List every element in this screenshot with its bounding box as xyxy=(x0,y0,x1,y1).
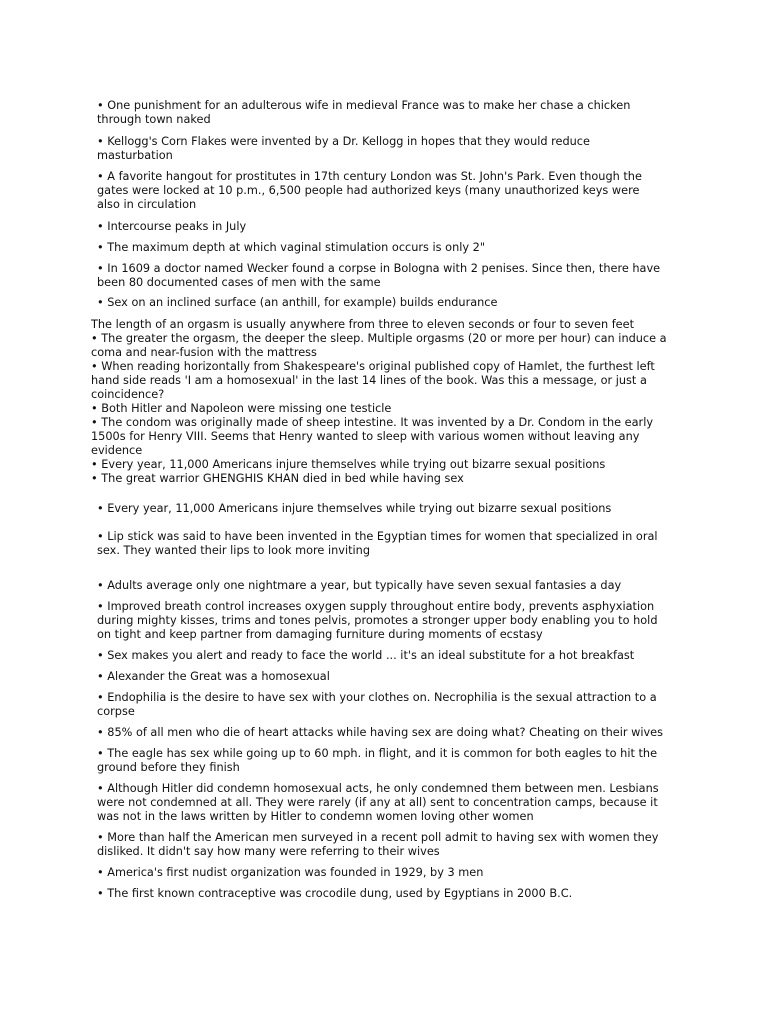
fact-item: • Adults average only one nightmare a year, but typically have seven sexual fantasies a day xyxy=(97,579,622,592)
fact-item: • One punishment for an adulterous wife in medieval France was to make her chase a chicken through town naked xyxy=(97,99,631,126)
fact-item: • Lip stick was said to have been invented in the Egyptian times for women that specialized in oral sex. They wanted their lips to look more inviting xyxy=(97,530,658,557)
fact-item: • Alexander the Great was a homosexual xyxy=(97,670,330,683)
fact-item: • The first known contraceptive was crocodile dung, used by Egyptians in 2000 B.C. xyxy=(97,887,573,900)
fact-item: • Sex makes you alert and ready to face the world ... it's an ideal substitute for a hot breakfast xyxy=(97,649,635,662)
fact-item: • Kellogg's Corn Flakes were invented by a Dr. Kellogg in hopes that they would reduce masturbation xyxy=(97,135,590,162)
fact-paragraph: The length of an orgasm is usually anywhere from three to eleven seconds or four to seven feet • The greater the orgasm, the deeper the sleep. Multiple orgasms (20 or more per hour) can induce a coma and near-fusion with the mattress • When reading horizontally from Shakespeare's original published copy of Hamlet, the furthest left hand side reads 'I am a homosexual' in the last 14 lines of the book. Was this a message, or just a coincidence? • Both Hitler and Napoleon were missing one testicle • The condom was originally made of sheep intestine. It was invented by a Dr. Condom in the early 1500s for Henry VIII. Seems that Henry wanted to sleep with various women without leaving any evidence • Every year, 11,000 Americans injure themselves while trying out bizarre sexual positions • The great warrior GHENGHIS KHAN died in bed while having sex xyxy=(91,318,667,485)
fact-item: • America's first nudist organization was founded in 1929, by 3 men xyxy=(97,866,484,879)
fact-item: • More than half the American men surveyed in a recent poll admit to having sex with women they disliked. It didn't say how many were referring to their wives xyxy=(97,831,659,858)
fact-item: • Every year, 11,000 Americans injure themselves while trying out bizarre sexual positions xyxy=(97,502,612,515)
fact-item: • In 1609 a doctor named Wecker found a corpse in Bologna with 2 penises. Since then, there have been 80 documented cases of men with the same xyxy=(97,262,661,289)
fact-item: • 85% of all men who die of heart attacks while having sex are doing what? Cheating on their wives xyxy=(97,726,663,739)
fact-item: • Endophilia is the desire to have sex with your clothes on. Necrophilia is the sexual attraction to a corpse xyxy=(97,691,657,718)
fact-item: • A favorite hangout for prostitutes in 17th century London was St. John's Park. Even though the gates were locked at 10 p.m., 6,500 people had authorized keys (many unauthorized keys were also in circulation xyxy=(97,170,642,211)
fact-item: • Improved breath control increases oxygen supply throughout entire body, prevents asphyxiation during mighty kisses, trims and tones pelvis, promotes a stronger upper body enabling you to hold on tight and keep partner from damaging furniture during moments of ecstasy xyxy=(97,600,658,641)
fact-item: • Although Hitler did condemn homosexual acts, he only condemned them between men. Lesbians were not condemned at all. They were rarely (if any at all) sent to concentration camps, because it was not in the laws written by Hitler to condemn women loving other women xyxy=(97,782,659,823)
fact-item: • Sex on an inclined surface (an anthill, for example) builds endurance xyxy=(97,296,498,309)
fact-item: • The maximum depth at which vaginal stimulation occurs is only 2" xyxy=(97,241,486,254)
fact-item: • Intercourse peaks in July xyxy=(97,220,247,233)
fact-item: • The eagle has sex while going up to 60 mph. in flight, and it is common for both eagles to hit the ground before they finish xyxy=(97,747,658,774)
